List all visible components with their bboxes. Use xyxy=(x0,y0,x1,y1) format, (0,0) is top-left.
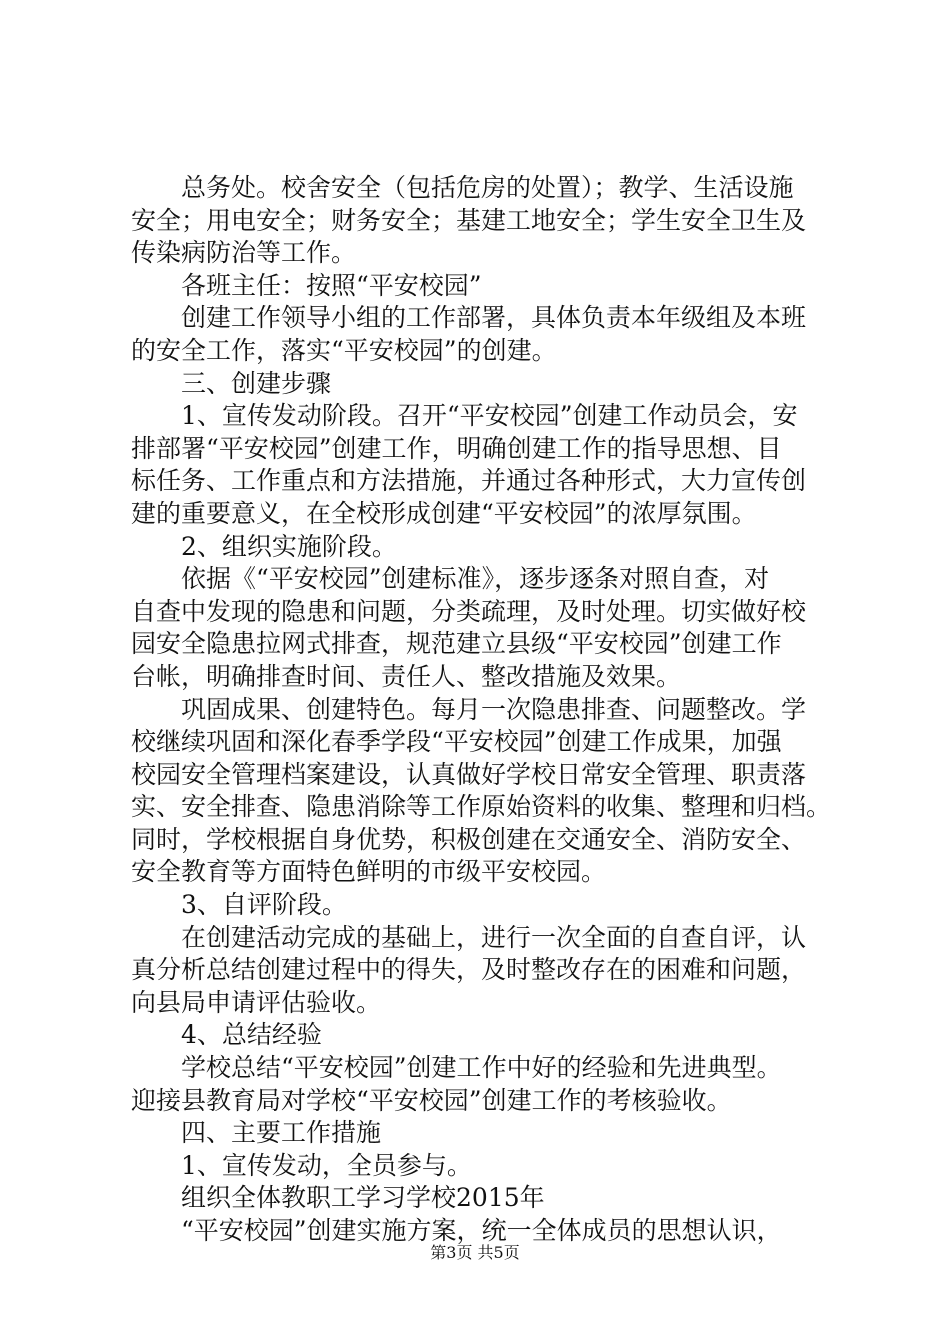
text-line: 传染病防治等工作。 xyxy=(131,238,357,268)
text-line: 1、宣传发动，全员参与。 xyxy=(181,1150,472,1180)
text-line: 巩固成果、创建特色。每月一次隐患排查、问题整改。学 xyxy=(181,694,807,724)
text-line: 依据《“平安校园”创建标准》，逐步逐条对照自查，对 xyxy=(181,564,770,594)
text-line: 安全教育等方面特色鲜明的市级平安校园。 xyxy=(131,857,607,887)
text-line: 同时，学校根据自身优势，积极创建在交通安全、消防安全、 xyxy=(131,824,807,854)
text-line: 2、组织实施阶段。 xyxy=(181,531,397,561)
text-line: 学校总结“平安校园”创建工作中好的经验和先进典型。 xyxy=(181,1053,782,1083)
text-line: 实、安全排查、隐患消除等工作原始资料的收集、整理和归档。 xyxy=(131,792,832,822)
text-line: 园安全隐患拉网式排查，规范建立县级“平安校园”创建工作 xyxy=(131,629,782,659)
text-line: 向县局申请评估验收。 xyxy=(131,987,382,1017)
text-line: 的安全工作，落实“平安校园”的创建。 xyxy=(131,335,557,365)
text-line: 排部署“平安校园”创建工作，明确创建工作的指导思想、目 xyxy=(131,433,782,463)
text-line: 在创建活动完成的基础上，进行一次全面的自查自评，认 xyxy=(181,922,807,952)
text-line: 安全；用电安全；财务安全；基建工地安全；学生安全卫生及 xyxy=(131,205,807,235)
text-line: “平安校园”创建实施方案，统一全体成员的思想认识， xyxy=(181,1216,782,1245)
text-line: 标任务、工作重点和方法措施，并通过各种形式，大力宣传创 xyxy=(131,466,807,496)
text-line: 3、自评阶段。 xyxy=(181,890,347,920)
text-line: 真分析总结创建过程中的得失，及时整改存在的困难和问题， xyxy=(131,955,807,985)
text-line: 建的重要意义，在全校形成创建“平安校园”的浓厚氛围。 xyxy=(131,498,757,528)
text-line: 台帐，明确排查时间、责任人、整改措施及效果。 xyxy=(131,661,682,691)
text-line: 三、创建步骤 xyxy=(181,368,332,398)
text-line: 组织全体教职工学习学校2015年 xyxy=(181,1183,545,1213)
text-line: 四、主要工作措施 xyxy=(181,1118,382,1148)
text-line: 迎接县教育局对学校“平安校园”创建工作的考核验收。 xyxy=(131,1085,732,1115)
text-line: 1、宣传发动阶段。召开“平安校园”创建工作动员会，安 xyxy=(181,401,798,431)
text-line: 自查中发现的隐患和问题，分类疏理，及时处理。切实做好校 xyxy=(131,596,807,626)
text-line: 校继续巩固和深化春季学段“平安校园”创建工作成果，加强 xyxy=(131,727,782,757)
text-line: 各班主任：按照“平安校园” xyxy=(181,270,482,300)
text-line: 创建工作领导小组的工作部署，具体负责本年级组及本班 xyxy=(181,303,807,333)
document-body xyxy=(131,172,831,1248)
page-footer: 第3页 共5页 xyxy=(430,1243,520,1262)
text-line: 总务处。校舍安全（包括危房的处置）；教学、生活设施 xyxy=(181,173,794,202)
text-line: 校园安全管理档案建设，认真做好学校日常安全管理、职责落 xyxy=(131,759,807,789)
text-line: 4、总结经验 xyxy=(181,1020,322,1050)
